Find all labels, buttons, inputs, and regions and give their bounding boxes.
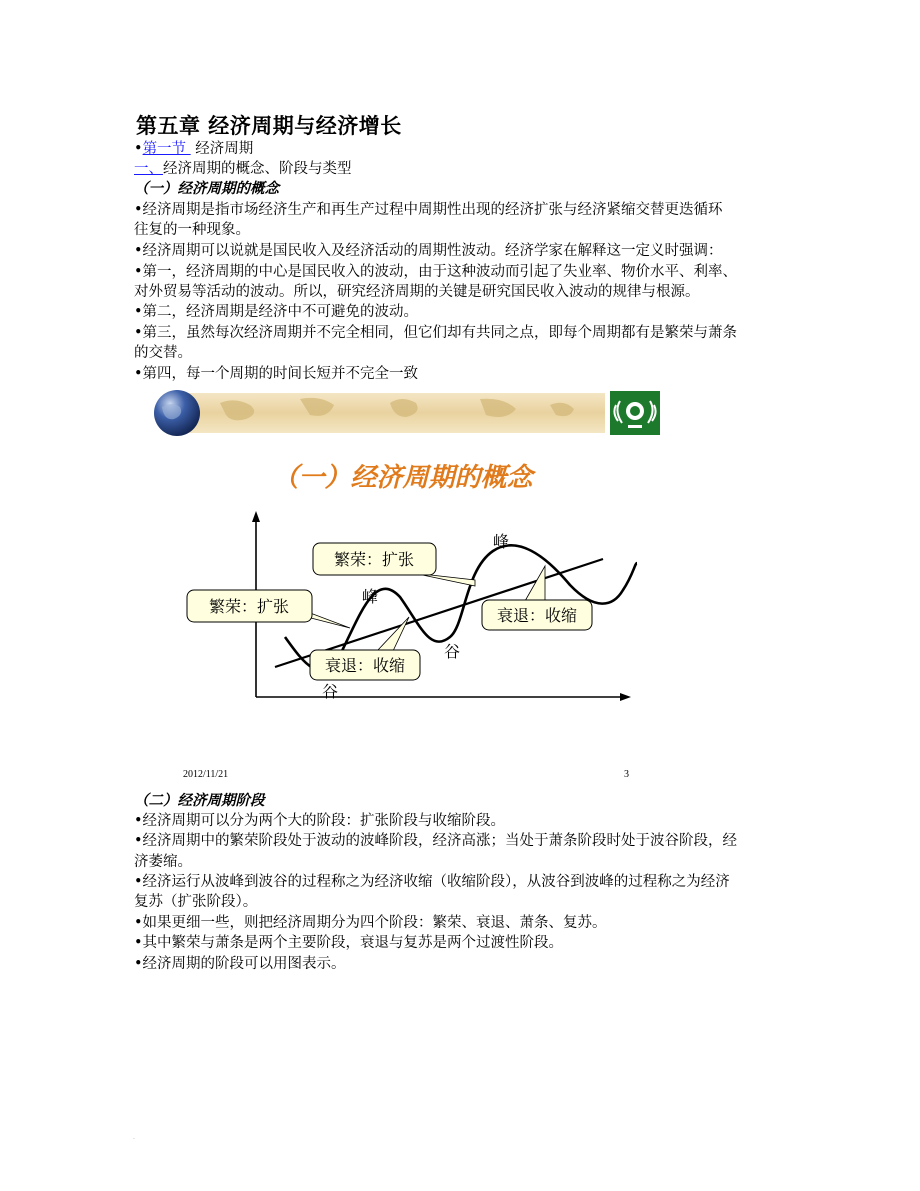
callout-boom-1: 繁荣：扩张 — [208, 597, 290, 616]
bullet: • — [134, 141, 143, 157]
section-link[interactable]: 第一节 — [142, 141, 191, 157]
paragraph-line: •如果更细一些，则把经济周期分为四个阶段：繁荣、衰退、萧条、复苏。 — [134, 915, 607, 931]
part1-title: （一）经济周期的概念 — [134, 180, 279, 197]
y-axis-arrow — [252, 511, 260, 522]
paragraph-line: 的交替。 — [134, 345, 192, 361]
paragraph-line: 复苏（扩张阶段）。 — [134, 894, 258, 910]
slide-date: 2012/11/21 — [183, 769, 229, 780]
callout-recession-2: 衰退：收缩 — [496, 606, 578, 625]
paragraph-line: •经济周期可以说就是国民收入及经济活动的周期性波动。经济学家在解释这一定义时强调： — [134, 243, 723, 259]
paragraph-line: •经济周期是指市场经济生产和再生产过程中周期性出现的经济扩张与经济紧缩交替更迭循环 — [134, 202, 723, 218]
paragraph-line: 往复的一种现象。 — [134, 222, 250, 238]
trough-label: 谷 — [321, 682, 339, 701]
paragraph-line: •经济运行从波峰到波谷的过程称之为经济收缩（收缩阶段），从波谷到波峰的过程称之为经济 — [134, 874, 730, 890]
slide-image — [145, 385, 660, 780]
paragraph-line: 济萎缩。 — [134, 854, 192, 870]
paragraph-line: •经济周期可以分为两个大的阶段：扩张阶段与收缩阶段。 — [134, 813, 506, 829]
subsection-link[interactable]: 一、 — [134, 161, 163, 177]
section-text: 经济周期 — [195, 141, 254, 157]
paragraph-line: •第三，虽然每次经济周期并不完全相同，但它们却有共同之点，即每个周期都有是繁荣与萧条 — [134, 325, 738, 341]
cycle-diagram — [145, 385, 660, 765]
paragraph-line: •第二，经济周期是经济中不可避免的波动。 — [134, 304, 419, 320]
paragraph-line: •第一，经济周期的中心是国民收入的波动，由于这种波动而引起了失业率、物价水平、利率、 — [134, 264, 738, 280]
slide-title: （一）经济周期的概念 — [272, 463, 533, 493]
paragraph-line: •第四，每一个周期的时间长短并不完全一致 — [134, 366, 419, 382]
paragraph-line: •其中繁荣与萧条是两个主要阶段，衰退与复苏是两个过渡性阶段。 — [134, 935, 564, 951]
peak-label: 峰 — [492, 532, 510, 551]
x-axis-arrow — [620, 693, 631, 701]
callout-pointer — [377, 617, 409, 651]
paragraph-line: •经济周期的阶段可以用图表示。 — [134, 956, 346, 972]
part2-title: （二）经济周期阶段 — [134, 792, 265, 809]
paragraph-line: •经济周期中的繁荣阶段处于波动的波峰阶段，经济高涨；当处于萧条阶段时处于波谷阶段，经 — [134, 833, 738, 849]
callout-recession-1: 衰退：收缩 — [324, 656, 406, 675]
section-line — [134, 139, 253, 159]
peak-label: 峰 — [361, 587, 379, 606]
chapter-title: 第五章 经济周期与经济增长 — [136, 114, 402, 138]
subsection-line — [134, 159, 352, 179]
trough-label: 谷 — [443, 642, 461, 661]
page-marker: . — [133, 1134, 135, 1141]
callout-boom-2: 繁荣：扩张 — [333, 550, 415, 569]
subsection-text: 经济周期的概念、阶段与类型 — [163, 161, 352, 177]
paragraph-line: 对外贸易等活动的波动。所以，研究经济周期的关键是研究国民收入波动的规律与根源。 — [134, 284, 700, 300]
slide-page-number: 3 — [624, 769, 629, 780]
